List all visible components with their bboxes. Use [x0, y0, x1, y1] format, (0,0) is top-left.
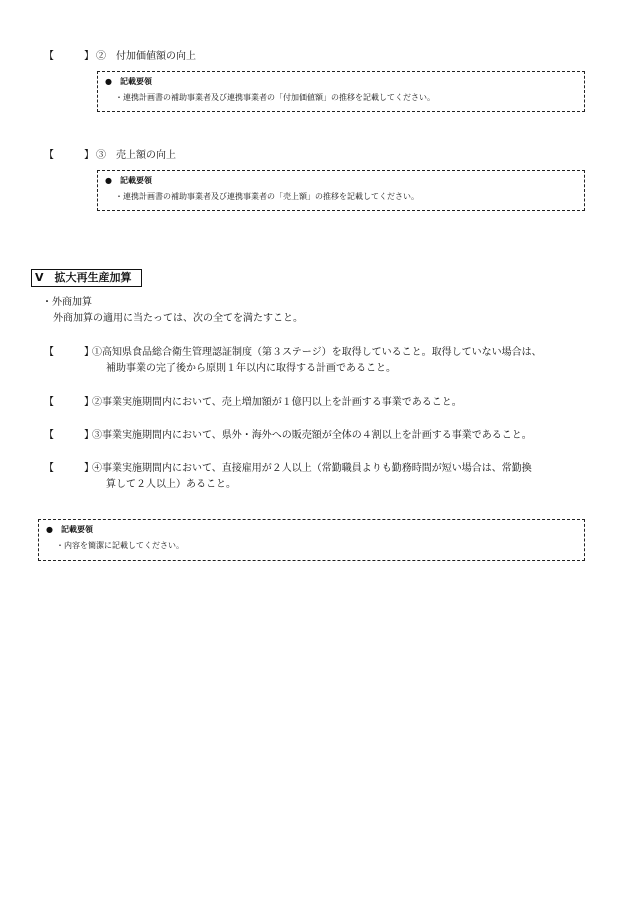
- note-box-sales: [97, 170, 585, 211]
- condition-2: ②事業実施期間内において、売上増加額が１億円以上を計画する事業であること。: [92, 397, 462, 408]
- condition-1-line1: ①高知県食品総合衛生管理認証制度（第３ステージ）を取得していること。取得していない場合は、: [92, 347, 542, 358]
- checkbox-bracket-open: 【: [44, 430, 54, 441]
- checkbox-bracket-open: 【: [44, 150, 54, 161]
- item-label-sales: ③ 売上額の向上: [96, 150, 176, 161]
- note-title: ● 記載要領: [46, 525, 93, 534]
- note-line: ・連携計画書の補助事業者及び連携事業者の「付加価値額」の推移を記載してください。: [115, 93, 435, 102]
- note-title: ● 記載要領: [105, 77, 152, 86]
- note-line: ・連携計画書の補助事業者及び連携事業者の「売上額」の推移を記載してください。: [115, 192, 419, 201]
- checkbox-bracket-open: 【: [44, 463, 54, 474]
- note-line: ・内容を簡潔に記載してください。: [56, 541, 184, 550]
- checkbox-bracket-close: 】: [84, 51, 94, 62]
- condition-4-line2: 算して２人以上）あること。: [106, 479, 236, 490]
- checkbox-bracket-open: 【: [44, 51, 54, 62]
- subhead-external-sales: ・外商加算: [42, 297, 92, 308]
- checkbox-bracket-close: 】: [84, 397, 94, 408]
- condition-4-line1: ④事業実施期間内において、直接雇用が２人以上（常勤職員よりも勤務時間が短い場合は、常勤換: [92, 463, 532, 474]
- checkbox-bracket-close: 】: [84, 150, 94, 161]
- checkbox-bracket-close: 】: [84, 347, 94, 358]
- note-title: ● 記載要領: [105, 176, 152, 185]
- checkbox-bracket-close: 】: [84, 463, 94, 474]
- item-label-value-added: ② 付加価値額の向上: [96, 51, 196, 62]
- note-box-value-added: [97, 71, 585, 112]
- checkbox-bracket-open: 【: [44, 397, 54, 408]
- note-box-section-v: [38, 519, 585, 561]
- section-heading: Ⅴ 拡大再生産加算: [31, 269, 142, 287]
- condition-1-line2: 補助事業の完了後から原則１年以内に取得する計画であること。: [106, 363, 396, 374]
- checkbox-bracket-close: 】: [84, 430, 94, 441]
- intro-text: 外商加算の適用に当たっては、次の全てを満たすこと。: [53, 313, 303, 324]
- condition-3: ③事業実施期間内において、県外・海外への販売額が全体の４割以上を計画する事業であること。: [92, 430, 532, 441]
- checkbox-bracket-open: 【: [44, 347, 54, 358]
